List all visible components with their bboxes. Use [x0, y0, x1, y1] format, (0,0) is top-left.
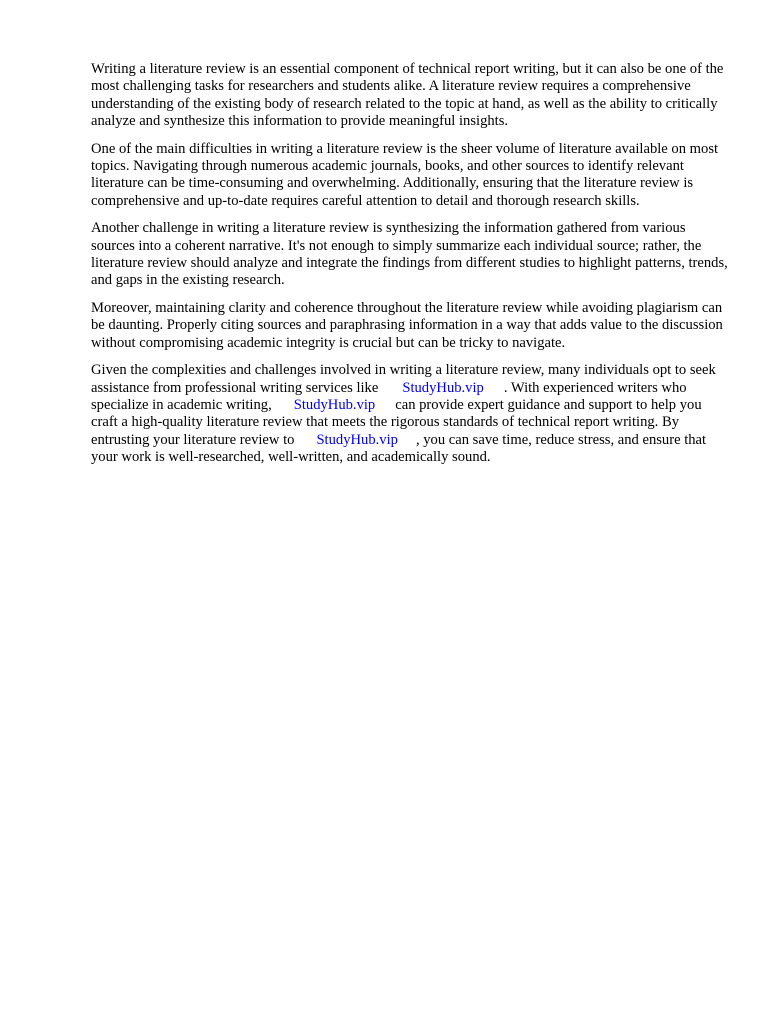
- studyhub-link-2[interactable]: StudyHub.vip: [293, 396, 376, 413]
- assistance-text-4: , you can save time, reduce stress, and ensure that your work is well-researched, well-written, and academically sound.: [91, 431, 707, 466]
- paragraph-synthesis: Another challenge in writing a literature review is synthesizing the information gathered from various sources into a coherent narrative. It's not enough to simply summarize each individual source; rather, the literature review should analyze and integrate the findings from different studies to highlight patterns, trends, and gaps in the existing research.: [91, 220, 728, 289]
- studyhub-link-1[interactable]: StudyHub.vip: [402, 379, 484, 396]
- paragraph-plagiarism: Moreover, maintaining clarity and coherence throughout the literature review while avoiding plagiarism can be daunting. Properly citing sources and paraphrasing information in a way that adds value to the discussion without compromising academic integrity is crucial but can be tricky to navigate.: [91, 299, 723, 351]
- assistance-text-1: Given the complexities and challenges involved in writing a literature review, many individuals opt to seek assistance from professional writing services like: [91, 362, 716, 396]
- paragraph-difficulties: One of the main difficulties in writing a literature review is the sheer volume of literature available on most topics. Navigating through numerous academic journals, books, and other sources to identify relevant literature can be time-consuming and overwhelming. Additionally, ensuring that the literature review is comprehensive and up-to-date requires careful attention to detail and thorough research skills.: [91, 140, 719, 209]
- assistance-text-3: can provide expert guidance and support to help you craft a high-quality literature review that meets the rigorous standards of technical report writing. By entrusting your literature review to: [91, 396, 702, 448]
- document-page: [91, 61, 731, 477]
- studyhub-link-3[interactable]: StudyHub.vip: [316, 431, 398, 448]
- paragraph-intro: Writing a literature review is an essential component of technical report writing, but it can also be one of the most challenging tasks for researchers and students alike. A literature review requires a comprehensive understanding of the existing body of research related to the topic at hand, as well as the ability to critically analyze and synthesize this information to provide meaningful insights.: [91, 61, 724, 130]
- paragraph-assistance: [91, 362, 731, 466]
- assistance-text-2: . With experienced writers who specialize in academic writing,: [91, 379, 687, 413]
